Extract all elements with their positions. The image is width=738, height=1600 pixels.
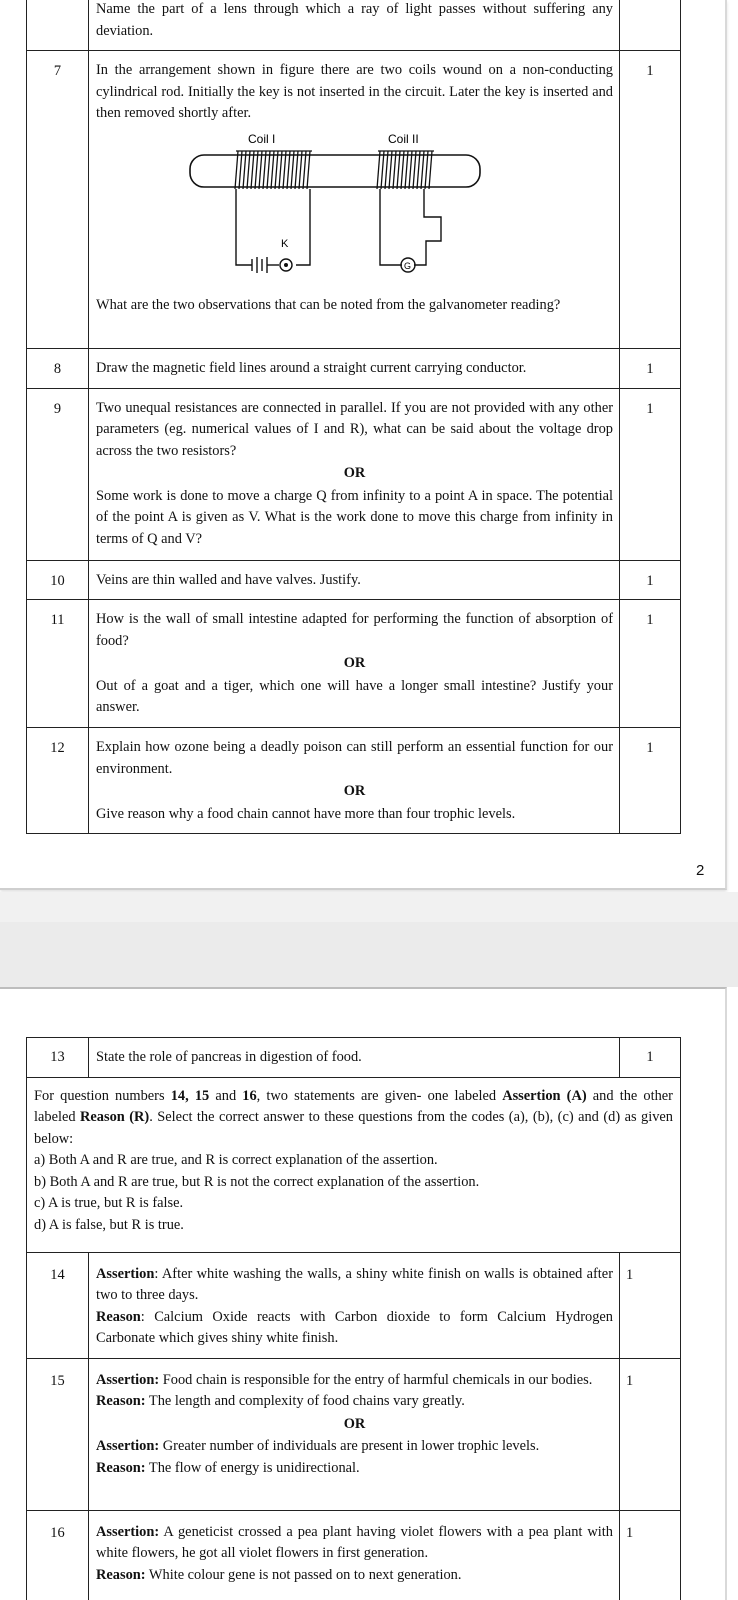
question-marks: 1 (620, 1358, 681, 1510)
question-text (89, 388, 620, 560)
assertion-label: Assertion: (96, 1371, 160, 1388)
cylindrical-rod (190, 155, 480, 187)
assertion-label: Assertion: (96, 1523, 160, 1540)
instructions-text: and the other labeled (34, 1087, 673, 1125)
table-row (27, 51, 681, 349)
instructions-text: . Select the correct answer to these questions from the codes (a), (b), (c) and (d) as given below: (34, 1109, 673, 1147)
table-row (27, 1077, 681, 1252)
question-7-text: In the arrangement shown in figure there are two coils wound on a non-conducting cylindrical rod. Initially the key is not inserted in the circuit. Later the key is inserted and then removed shortly after. (96, 62, 613, 121)
instructions-assertion-label: Assertion (A) (502, 1087, 587, 1104)
assertion (96, 1264, 613, 1307)
table-row (27, 1252, 681, 1358)
coil2-label: Coil II (388, 131, 419, 146)
question-text (89, 0, 620, 51)
question-9-alternative: Some work is done to move a charge Q from infinity to a point A in space. The potential of the point A is given as V. What is the work done to move this charge from infinity in terms of Q and V? (96, 487, 613, 547)
question-text (89, 728, 620, 834)
question-7-followup: What are the two observations that can be noted from the galvanometer reading? (96, 296, 561, 313)
question-text (89, 1252, 620, 1358)
page-gap-band (0, 922, 738, 987)
assertion-label: Assertion (96, 1265, 155, 1282)
question-marks: 1 (620, 728, 681, 834)
question-table-2 (26, 1037, 681, 1600)
reason-label: Reason: (96, 1566, 146, 1583)
question-marks: 1 (620, 388, 681, 560)
assertion-reason-instructions (27, 1077, 681, 1252)
secondary-circuit (380, 189, 441, 272)
assertion-text: Food chain is responsible for the entry of harmful chemicals in our bodies. (159, 1371, 593, 1388)
question-number (27, 0, 89, 51)
table-row (27, 0, 681, 51)
reason-label: Reason: (96, 1459, 146, 1476)
assertion (96, 1370, 613, 1392)
galvanometer-label: G (404, 260, 412, 271)
option-c: c) A is true, but R is false. (34, 1195, 184, 1211)
instructions-question-number: 16 (242, 1087, 257, 1104)
coil-circuit-diagram (96, 129, 516, 289)
instructions-text: , two statements are given- one labeled (256, 1087, 503, 1104)
reason (96, 1565, 613, 1587)
question-11-text: How is the wall of small intestine adapted for performing the function of absorption of food? (96, 611, 613, 649)
assertion-label: Assertion: (96, 1438, 160, 1454)
or-separator: OR (343, 465, 366, 481)
question-marks: 1 (620, 560, 681, 600)
or-separator: OR (343, 1415, 366, 1432)
question-number: 7 (27, 51, 89, 349)
question-text: Veins are thin walled and have valves. Justify. (89, 560, 620, 600)
reason-label: Reason (96, 1308, 141, 1325)
table-row (27, 600, 681, 728)
instructions-question-numbers: 14, 15 (170, 1087, 210, 1104)
coil-figure (96, 129, 516, 289)
assertion-text: Greater number of individuals are present in lower trophic levels. (159, 1438, 540, 1454)
table-row (27, 1510, 681, 1600)
or-separator: OR (343, 655, 366, 671)
instructions-text: and (209, 1087, 243, 1104)
question-number: 9 (27, 388, 89, 560)
question-12-alternative: Give reason why a food chain cannot have more than four trophic levels. (96, 805, 516, 822)
question-number: 8 (27, 349, 89, 389)
question-text (89, 1510, 620, 1600)
page-gap (0, 892, 738, 987)
table-row (27, 1358, 681, 1510)
assertion-text: A geneticist crossed a pea plant having violet flowers with a pea plant with white flowers, he got all violet flowers in first generation. (96, 1523, 613, 1561)
assertion (96, 1522, 613, 1565)
reason (96, 1391, 613, 1413)
reason-text: The length and complexity of food chains vary greatly. (145, 1393, 465, 1409)
coil1-label: Coil I (248, 131, 276, 146)
question-text: State the role of pancreas in digestion of food. (89, 1038, 620, 1078)
reason-label: Reason: (96, 1393, 146, 1409)
reason-text: : Calcium Oxide reacts with Carbon dioxide to form Calcium Hydrogen Carbonate which gives shiny white finish. (96, 1308, 613, 1346)
question-text (89, 1358, 620, 1510)
question-table-1 (26, 0, 681, 834)
question-number: 13 (27, 1038, 89, 1078)
option-a: a) Both A and R are true, and R is correct explanation of the assertion. (34, 1152, 438, 1168)
table-row (27, 728, 681, 834)
question-12-text: Explain how ozone being a deadly poison can still perform an essential function for our environment. (96, 739, 613, 777)
table-row (27, 349, 681, 389)
question-text (89, 51, 620, 349)
question-6-text: Name the part of a lens through which a ray of light passes without suffering any deviation. (96, 1, 613, 39)
table-row (27, 1038, 681, 1078)
instructions-intro (34, 1086, 673, 1151)
question-marks: 1 (620, 51, 681, 349)
table-row (27, 388, 681, 560)
reason-text: The flow of energy is unidirectional. (145, 1459, 360, 1476)
question-number: 14 (27, 1252, 89, 1358)
question-marks: 1 (620, 1038, 681, 1078)
question-marks: 1 (620, 1510, 681, 1600)
key-label: K (281, 237, 289, 250)
question-marks: 1 (620, 600, 681, 728)
coil-2 (377, 151, 434, 189)
primary-circuit (236, 189, 310, 273)
or-separator: OR (343, 783, 366, 799)
option-b: b) Both A and R are true, but R is not the correct explanation of the assertion. (34, 1173, 480, 1190)
question-number: 15 (27, 1358, 89, 1510)
question-9-text: Two unequal resistances are connected in parallel. If you are not provided with any other parameters (eg. numerical values of I and R), what can be said about the voltage drop across the two resistors? (96, 399, 613, 459)
question-text: Draw the magnetic field lines around a straight current carrying conductor. (89, 349, 620, 389)
question-11-alternative: Out of a goat and a tiger, which one will have a longer small intestine? Justify your answer. (96, 677, 613, 715)
page-number: 2 (696, 862, 705, 879)
reason-alternative (96, 1458, 613, 1480)
instructions-text: For question numbers (34, 1087, 171, 1104)
instructions-reason-label: Reason (R) (80, 1109, 150, 1125)
assertion-alternative (96, 1436, 613, 1458)
question-number: 16 (27, 1510, 89, 1600)
option-d: d) A is false, but R is true. (34, 1216, 184, 1233)
question-number: 11 (27, 600, 89, 728)
reason (96, 1307, 613, 1350)
question-number: 10 (27, 560, 89, 600)
assertion-text: : After white washing the walls, a shiny white finish on walls is obtained after two to three days. (96, 1265, 613, 1303)
coil-1 (235, 151, 312, 189)
question-marks (620, 0, 681, 51)
question-marks: 1 (620, 1252, 681, 1358)
question-text (89, 600, 620, 728)
question-marks: 1 (620, 349, 681, 389)
question-number: 12 (27, 728, 89, 834)
reason-text: White colour gene is not passed on to next generation. (145, 1566, 462, 1583)
table-row (27, 560, 681, 600)
